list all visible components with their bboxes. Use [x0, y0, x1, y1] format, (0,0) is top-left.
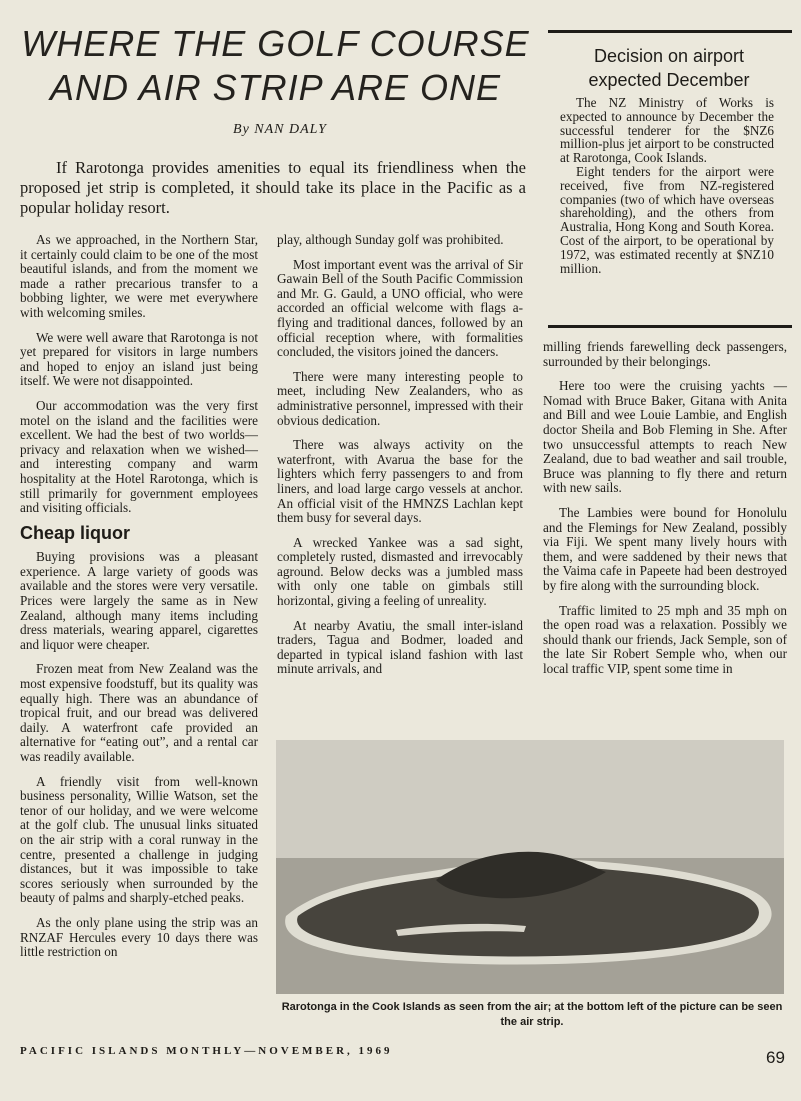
paragraph: The Lambies were bound for Honolulu and the Flemings for New Zealand, possibly via Fiji. We spent many lively hours with them, and were saddened by their news that the Vaima cafe in Papeete had been destroyed by fire along with the surrounding block.: [543, 504, 787, 593]
headline-line-1: WHERE THE GOLF COURSE: [21, 23, 530, 64]
paragraph: Most important event was the arrival of Sir Gawain Bell of the South Pacific Commission and Mr. G. Gauld, a UNO official, who were accorded an official welcome with flags a-flying and traditional dances, followed by an official reception where, with formalities concluded, the visitors joined the dancers.: [277, 256, 523, 360]
paragraph: Frozen meat from New Zealand was the most expensive foodstuff, but its quality was equally high. There was an abundance of tropical fruit, and our bread was delivered daily. A waterfront cafe provided an alternative for “eating out”, and a rental car was readily available.: [20, 661, 258, 764]
photo-caption: Rarotonga in the Cook Islands as seen from the air; at the bottom left of the picture can be seen the air strip.: [281, 1001, 783, 1028]
paragraph: Buying provisions was a pleasant experience. A large variety of goods was available and the stores were very versatile. Prices were largely the same as in New Zealand, although many items including dress materials, wearing apparel, cigarettes and liquor were cheaper.: [20, 549, 258, 652]
article-column-1: [20, 233, 258, 970]
paragraph: As the only plane using the strip was an RNZAF Hercules every 10 days there was little restriction on: [20, 914, 258, 960]
paragraph: Our accommodation was the very first motel on the island and the facilities were excellent. We had the best of two worlds—privacy and relaxation when we wished—and interesting company and warm hospitality at the Hotel Rarotonga, which is still primarily for government employees and visiting officials.: [20, 397, 258, 516]
headline-line-2: AND AIR STRIP ARE ONE: [49, 67, 502, 108]
sidebar-title: [548, 44, 790, 92]
paragraph: A wrecked Yankee was a sad sight, completely rusted, dismasted and irrevocably aground. Below decks was a jumbled mass with only one table on gimbals still horizontal, giving a feeling of unreality.: [277, 534, 523, 609]
magazine-footer: PACIFIC ISLANDS MONTHLY—NOVEMBER, 1969: [20, 1045, 393, 1057]
paragraph: Traffic limited to 25 mph and 35 mph on the open road was a relaxation. Possibly we should thank our friends, Jack Semple, son of the late Sir Robert Semple who, when our local traffic VIP, spent some time in: [543, 602, 787, 676]
paragraph: milling friends farewelling deck passengers, surrounded by their belongings.: [543, 339, 787, 369]
sidebar-title-line-2: expected December: [588, 70, 750, 90]
paragraph: play, although Sunday golf was prohibited.: [277, 232, 504, 247]
headline: [18, 22, 533, 110]
byline: By NAN DALY: [233, 122, 327, 137]
aerial-island-photo: [276, 740, 784, 994]
paragraph: There was always activity on the waterfront, with Avarua the base for the lighters which ferry passengers to and from liners, and load large cargo vessels at anchor. An official visit of the HMNZS Lachlan kept them busy for several days.: [277, 437, 523, 526]
paragraph: There were many interesting people to meet, including New Zealanders, who as administrative personnel, impressed with their obvious dedication.: [277, 368, 523, 428]
sidebar-paragraph: Eight tenders for the airport were received, five from NZ-registered companies (two of which have overseas shareholding), and the others from Australia, Hong Kong and South Korea. Cost of the airport, to be operational by 1972, was estimated recently at $NZ10 million.: [560, 163, 774, 276]
paragraph: We were well aware that Rarotonga is not yet prepared for visitors in large numbers and hoped to enjoy an island just being itself. We were not disappointed.: [20, 329, 258, 389]
article-column-3: [543, 340, 787, 686]
paragraph: A friendly visit from well-known business personality, Willie Watson, set the tenor of our holiday, and we were welcome at the golf club. The unusual links situated on the air strip with a coral runway in the centre, presented a challenge in judging distances, but it was impossible to take scores seriously when surrounded by the beauty of palms and sharply-etched peaks.: [20, 773, 258, 906]
paragraph: As we approached, in the Northern Star, it certainly could claim to be one of the most beautiful islands, and from the moment we made a rather precarious transfer to a bobbing lighter, we were met everywhere with welcoming smiles.: [20, 232, 258, 320]
island-illustration: [276, 740, 784, 994]
sidebar-bottom-rule: [548, 325, 792, 328]
sidebar-body: [560, 96, 774, 275]
sidebar-top-rule: [548, 30, 792, 33]
sidebar-title-line-1: Decision on airport: [593, 46, 745, 66]
paragraph: Here too were the cruising yachts —Nomad with Bruce Baker, Gitana with Anita and Bill and wee Louie Lambie, and English doctor Sheila and Bob Fleming in She. After two unsuccessful attempts to reach New Zealand, due to bad weather and sail trouble, Bruce was planning to fly there and return with new sails.: [543, 378, 787, 496]
article-column-2: [277, 233, 523, 687]
subheading: Cheap liquor: [20, 522, 131, 543]
lede-paragraph: If Rarotonga provides amenities to equal its friendliness when the proposed jet strip is completed, it should take its place in the Pacific as a popular holiday resort.: [20, 158, 526, 217]
sidebar-paragraph: The NZ Ministry of Works is expected to announce by December the successful tenderer for the $NZ6 million-plus jet airport to be constructed at Rarotonga, Cook Islands.: [560, 95, 774, 166]
paragraph: At nearby Avatiu, the small inter-island traders, Tagua and Bodmer, loaded and departed in typical island fashion with last minute arrivals, and: [277, 617, 523, 677]
page-number: 69: [766, 1048, 785, 1067]
